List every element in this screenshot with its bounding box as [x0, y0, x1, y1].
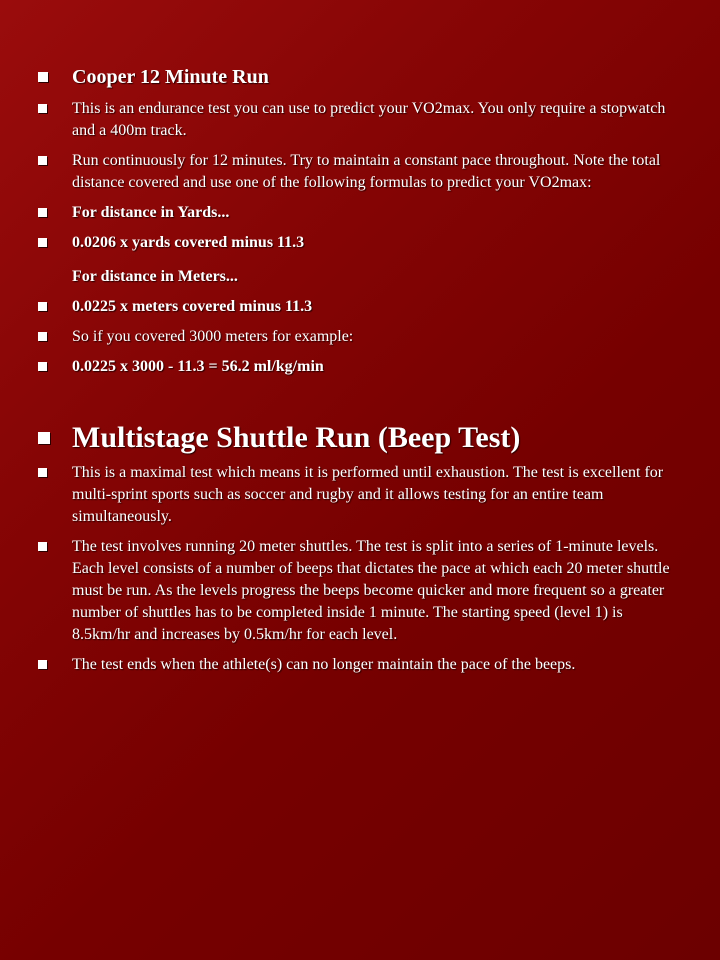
square-bullet-icon: [38, 432, 50, 444]
square-bullet-icon: [38, 660, 47, 669]
square-bullet-icon: [38, 104, 47, 113]
list-item: [38, 150, 678, 194]
section-beep-list: [38, 420, 678, 676]
section-cooper-list: [38, 64, 678, 254]
square-bullet-icon: [38, 156, 47, 165]
square-bullet-icon: [38, 332, 47, 341]
list-item-text: 0.0225 x 3000 - 11.3 = 56.2 ml/kg/min: [72, 358, 324, 375]
list-item-text: So if you covered 3000 meters for example:: [72, 328, 354, 345]
list-item: [38, 296, 678, 318]
list-item-text: This is an endurance test you can use to predict your VO2max. You only require a stopwatch and a 400m track.: [72, 100, 666, 139]
square-bullet-icon: [38, 72, 48, 82]
square-bullet-icon: [38, 302, 47, 311]
section-cooper-list-2: [38, 296, 678, 378]
list-item-text: This is a maximal test which means it is performed until exhaustion. The test is excellent for multi-sprint sports such as soccer and rugby and it allows testing for an entire team simultaneously.: [72, 464, 664, 525]
list-item-text: The test involves running 20 meter shuttles. The test is split into a series of 1-minute levels. Each level consists of a number of beeps that dictates the pace at which each 20 meter shuttle must be run. As the levels progress the beeps become quicker and more frequent so a greater number of shuttles has to be completed inside 1 minute. The starting speed (level 1) is 8.5km/hr and increases by 0.5km/hr for each level.: [72, 538, 670, 643]
list-item-text: 0.0206 x yards covered minus 11.3: [72, 234, 305, 251]
cooper-heading-text: Cooper 12 Minute Run: [72, 66, 269, 88]
list-item: [38, 356, 678, 378]
list-item: [38, 536, 678, 646]
square-bullet-icon: [38, 208, 47, 217]
list-item: [38, 654, 678, 676]
square-bullet-icon: [38, 362, 47, 371]
list-item-text: 0.0225 x meters covered minus 11.3: [72, 298, 313, 315]
cooper-heading: [38, 64, 678, 90]
list-item: [38, 98, 678, 142]
list-item: [38, 462, 678, 528]
list-item-text: The test ends when the athlete(s) can no longer maintain the pace of the beeps.: [72, 656, 576, 673]
square-bullet-icon: [38, 542, 47, 551]
beep-heading-text: Multistage Shuttle Run (Beep Test): [72, 421, 521, 454]
list-item-text: For distance in Yards...: [72, 204, 230, 221]
section-gap: [38, 386, 678, 420]
square-bullet-icon: [38, 468, 47, 477]
meters-sub-label: For distance in Meters...: [72, 268, 238, 285]
beep-heading: [38, 420, 678, 456]
slide-content: [38, 64, 678, 684]
list-item-text: Run continuously for 12 minutes. Try to maintain a constant pace throughout. Note the total distance covered and use one of the following formulas to predict your VO2max:: [72, 152, 661, 191]
list-item: [38, 326, 678, 348]
square-bullet-icon: [38, 238, 47, 247]
list-item: [38, 232, 678, 254]
list-item: [38, 202, 678, 224]
